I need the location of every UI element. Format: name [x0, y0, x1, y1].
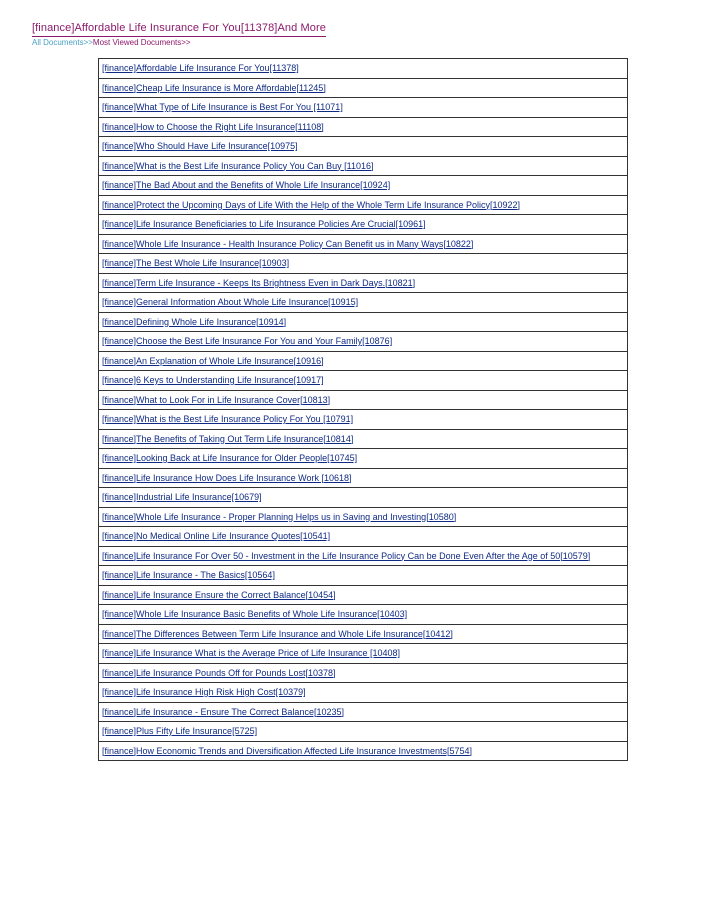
document-link[interactable]: [finance]Looking Back at Life Insurance for Older People[10745]	[102, 453, 358, 463]
documents-table-body	[99, 59, 628, 761]
table-cell	[99, 156, 628, 176]
document-link[interactable]: [finance]An Explanation of Whole Life Insurance[10916]	[102, 355, 324, 366]
page-title: [finance]Affordable Life Insurance For You[11378]And More	[32, 22, 326, 37]
document-link[interactable]: [finance]Life Insurance High Risk High Cost[10379]	[102, 687, 306, 697]
table-row	[99, 546, 628, 566]
document-link[interactable]: [finance]Whole Life Insurance Basic Benefits of Whole Life Insurance[10403]	[102, 609, 408, 619]
table-row	[99, 215, 628, 235]
table-cell	[99, 390, 628, 410]
table-cell	[99, 332, 628, 352]
document-link[interactable]: [finance]Life Insurance What is the Average Price of Life Insurance [10408]	[102, 648, 401, 658]
document-link[interactable]: [finance]Plus Fifty Life Insurance[5725]	[102, 726, 258, 736]
document-link[interactable]: [finance]Life Insurance - Ensure The Correct Balance[10235]	[102, 706, 344, 717]
document-link[interactable]: [finance]What to Look For in Life Insurance Cover[10813]	[102, 394, 331, 405]
table-cell	[99, 546, 628, 566]
table-cell	[99, 273, 628, 293]
table-cell	[99, 293, 628, 313]
document-link[interactable]: [finance]No Medical Online Life Insurance Quotes[10541]	[102, 531, 331, 541]
table-cell	[99, 98, 628, 118]
table-row	[99, 566, 628, 586]
document-link[interactable]: [finance]Life Insurance Beneficiaries to Life Insurance Policies Are Crucial[10961]	[102, 219, 426, 229]
document-link[interactable]: [finance]How to Choose the Right Life Insurance[11108]	[102, 121, 324, 132]
table-cell	[99, 137, 628, 157]
table-cell	[99, 410, 628, 430]
table-cell	[99, 488, 628, 508]
document-link[interactable]: [finance]What is the Best Life Insurance Policy You Can Buy [11016]	[102, 160, 374, 171]
document-link[interactable]: [finance]Cheap Life Insurance is More Affordable[11245]	[102, 82, 326, 93]
breadcrumb-all-documents-link[interactable]: All Documents>>	[32, 38, 93, 47]
document-link[interactable]: [finance]Whole Life Insurance - Proper Planning Helps us in Saving and Investing[10580]	[102, 511, 457, 522]
table-row	[99, 605, 628, 625]
document-link[interactable]: [finance]Life Insurance - The Basics[10564]	[102, 570, 275, 580]
document-link[interactable]: [finance]General Information About Whole Life Insurance[10915]	[102, 297, 359, 307]
table-cell	[99, 195, 628, 215]
document-link[interactable]: [finance]Life Insurance Pounds Off for Pounds Lost[10378]	[102, 667, 336, 678]
table-row	[99, 273, 628, 293]
document-link[interactable]: [finance]Life Insurance Ensure the Correct Balance[10454]	[102, 589, 336, 600]
table-row	[99, 78, 628, 98]
table-cell	[99, 371, 628, 391]
table-cell	[99, 468, 628, 488]
table-cell	[99, 722, 628, 742]
table-row	[99, 98, 628, 118]
table-cell	[99, 176, 628, 196]
table-cell	[99, 644, 628, 664]
table-row	[99, 449, 628, 469]
table-cell	[99, 215, 628, 235]
table-cell	[99, 741, 628, 761]
table-row	[99, 371, 628, 391]
table-row	[99, 722, 628, 742]
document-link[interactable]: [finance]The Best Whole Life Insurance[10903]	[102, 258, 290, 268]
table-cell	[99, 605, 628, 625]
table-row	[99, 351, 628, 371]
table-row	[99, 59, 628, 79]
document-link[interactable]: [finance]Term Life Insurance - Keeps Its Brightness Even in Dark Days.[10821]	[102, 277, 416, 288]
document-link[interactable]: [finance]Affordable Life Insurance For You[11378]	[102, 63, 299, 73]
table-cell	[99, 312, 628, 332]
table-row	[99, 624, 628, 644]
table-row	[99, 195, 628, 215]
document-link[interactable]: [finance]6 Keys to Understanding Life Insurance[10917]	[102, 375, 324, 385]
document-link[interactable]: [finance]What is the Best Life Insurance Policy For You [10791]	[102, 414, 354, 424]
table-row	[99, 176, 628, 196]
table-cell	[99, 254, 628, 274]
table-row	[99, 683, 628, 703]
document-link[interactable]: [finance]Defining Whole Life Insurance[10914]	[102, 316, 287, 327]
table-cell	[99, 234, 628, 254]
table-cell	[99, 429, 628, 449]
table-cell	[99, 351, 628, 371]
table-row	[99, 312, 628, 332]
table-row	[99, 702, 628, 722]
table-row	[99, 293, 628, 313]
document-link[interactable]: [finance]Life Insurance How Does Life Insurance Work [10618]	[102, 472, 352, 483]
table-row	[99, 507, 628, 527]
table-row	[99, 527, 628, 547]
document-link[interactable]: [finance]The Differences Between Term Life Insurance and Whole Life Insurance[10412]	[102, 628, 453, 639]
table-cell	[99, 117, 628, 137]
table-row	[99, 663, 628, 683]
document-link[interactable]: [finance]What Type of Life Insurance is Best For You [11071]	[102, 102, 343, 112]
table-cell	[99, 507, 628, 527]
table-row	[99, 117, 628, 137]
document-link[interactable]: [finance]Protect the Upcoming Days of Life With the Help of the Whole Term Life Insurance Policy[10922]	[102, 199, 521, 210]
table-row	[99, 488, 628, 508]
table-row	[99, 390, 628, 410]
documents-table	[98, 58, 628, 761]
table-row	[99, 741, 628, 761]
document-link[interactable]: [finance]The Benefits of Taking Out Term Life Insurance[10814]	[102, 433, 354, 444]
table-row	[99, 585, 628, 605]
breadcrumb-most-viewed-link[interactable]: Most Viewed Documents>>	[92, 38, 191, 47]
table-row	[99, 644, 628, 664]
document-link[interactable]: [finance]Choose the Best Life Insurance For You and Your Family[10876]	[102, 336, 393, 346]
table-cell	[99, 702, 628, 722]
table-row	[99, 137, 628, 157]
document-link[interactable]: [finance]Life Insurance For Over 50 - Investment in the Life Insurance Policy Can be Done Even After the Age of 50[10579]	[102, 550, 591, 561]
table-row	[99, 332, 628, 352]
document-link[interactable]: [finance]How Economic Trends and Diversification Affected Life Insurance Investments[5754]	[102, 745, 473, 756]
table-row	[99, 468, 628, 488]
table-cell	[99, 527, 628, 547]
table-cell	[99, 663, 628, 683]
table-cell	[99, 624, 628, 644]
table-cell	[99, 59, 628, 79]
table-row	[99, 410, 628, 430]
document-link[interactable]: [finance]The Bad About and the Benefits of Whole Life Insurance[10924]	[102, 180, 391, 190]
table-row	[99, 234, 628, 254]
table-row	[99, 254, 628, 274]
table-cell	[99, 683, 628, 703]
document-link[interactable]: [finance]Industrial Life Insurance[10679]	[102, 492, 262, 502]
document-link[interactable]: [finance]Who Should Have Life Insurance[10975]	[102, 141, 298, 151]
table-row	[99, 156, 628, 176]
table-cell	[99, 566, 628, 586]
table-row	[99, 429, 628, 449]
table-cell	[99, 78, 628, 98]
document-link[interactable]: [finance]Whole Life Insurance - Health Insurance Policy Can Benefit us in Many Ways[10822]	[102, 238, 474, 249]
breadcrumb	[32, 38, 191, 48]
table-cell	[99, 585, 628, 605]
table-cell	[99, 449, 628, 469]
